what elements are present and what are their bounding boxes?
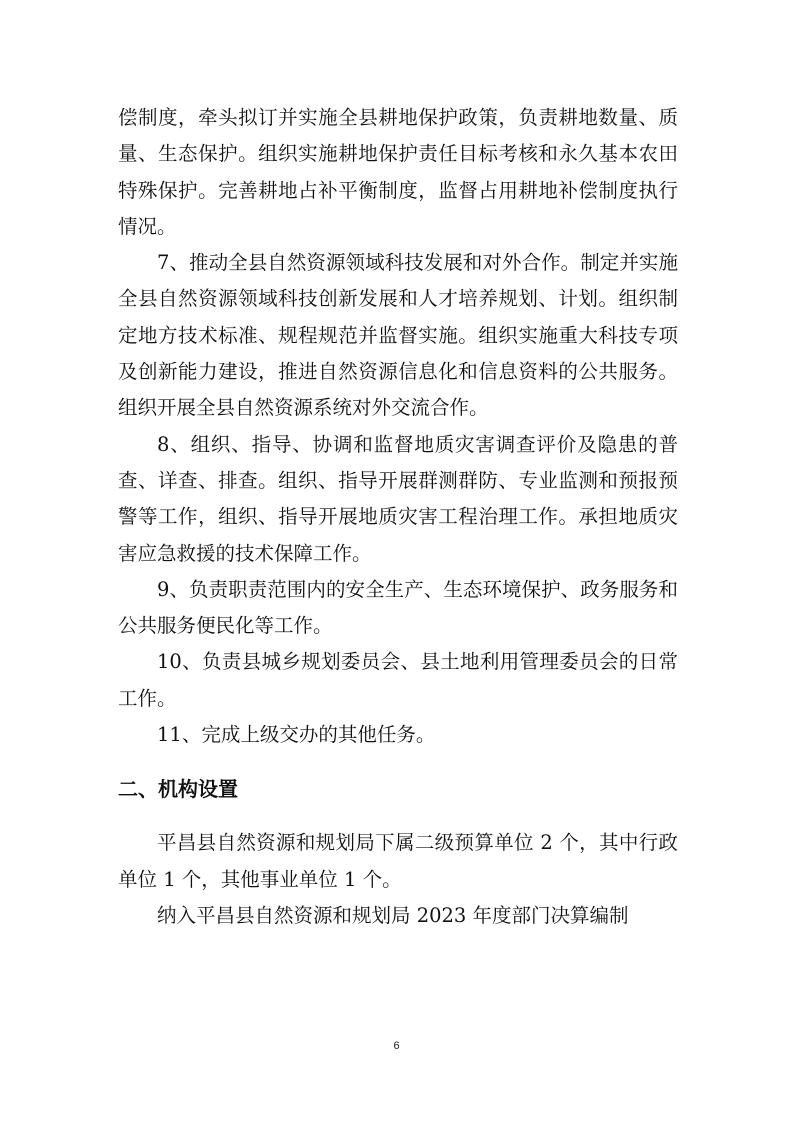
page-number: 6 [393,1040,400,1052]
page-body [118,100,678,934]
paragraph-org-units: 平昌县自然资源和规划局下属二级预算单位 2 个，其中行政单位 1 个，其他事业单位 1 个。 [118,831,678,891]
paragraph-budget-scope: 纳入平昌县自然资源和规划局 2023 年度部门决算编制 [157,903,629,927]
paragraph-item-10: 10、负责县城乡规划委员会、县土地利用管理委员会的日常工作。 [118,650,678,710]
paragraph-item-7: 7、推动全县自然资源领域科技发展和对外合作。制定并实施全县自然资源领域科技创新发展和人才培养规划、计划。组织制定地方技术标准、规程规范并监督实施。组织实施重大科技专项及创新能力建设，推进自然资源信息化和信息资料的公共服务。组织开展全县自然资源系统对外交流合作。 [118,251,678,420]
paragraph-continuation: 偿制度，牵头拟订并实施全县耕地保护政策，负责耕地数量、质量、生态保护。组织实施耕地保护责任目标考核和永久基本农田特殊保护。完善耕地占补平衡制度，监督占用耕地补偿制度执行情况。 [118,106,678,238]
paragraph-item-8: 8、组织、指导、协调和监督地质灾害调查评价及隐患的普查、详查、排查。组织、指导开展群测群防、专业监测和预报预警等工作，组织、指导开展地质灾害工程治理工作。承担地质灾害应急救援的技术保障工作。 [118,432,678,565]
section-heading: 二、机构设置 [118,777,238,802]
paragraph-item-9: 9、负责职责范围内的安全生产、生态环境保护、政务服务和公共服务便民化等工作。 [118,577,678,638]
paragraph-item-11: 11、完成上级交办的其他任务。 [157,723,436,747]
